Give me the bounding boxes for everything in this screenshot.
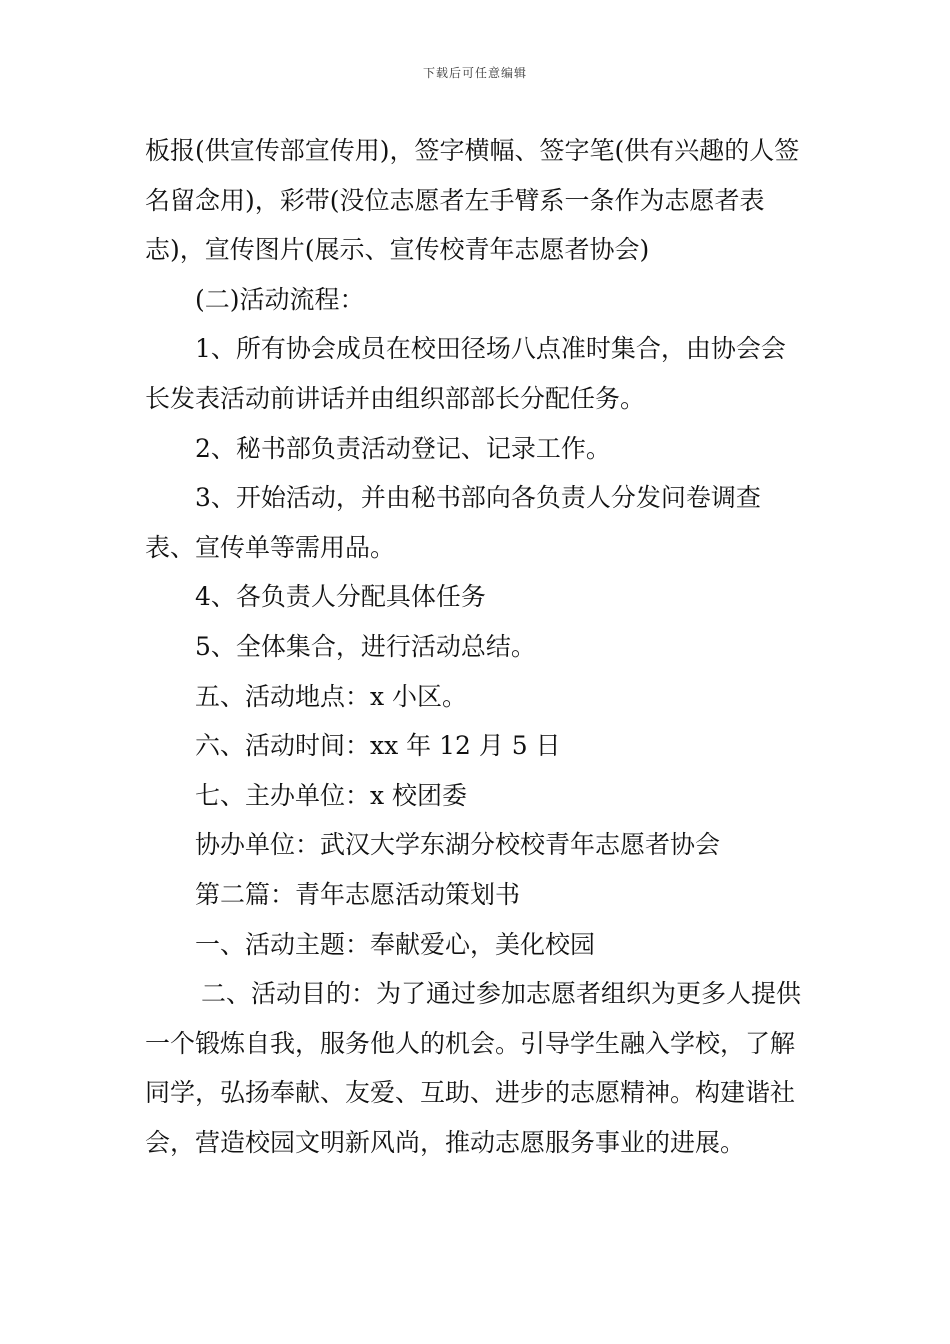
paragraph-section-title: 第二篇：青年志愿活动策划书: [195, 879, 521, 909]
paragraph-time: 六、活动时间：xx 年 12 月 5 日: [195, 731, 561, 761]
paragraph-process-heading: (二)活动流程：: [195, 284, 365, 314]
paragraph-step-3: 3、开始活动，并由秘书部向各负责人分发问卷调查表、宣传单等需用品。: [145, 483, 761, 562]
document-body: [145, 126, 810, 1167]
paragraph-step-5: 5、全体集合，进行活动总结。: [195, 631, 536, 661]
paragraph-step-1: 1、所有协会成员在校田径场八点准时集合，由协会会长发表活动前讲话并由组织部部长分配任务。: [145, 334, 786, 413]
paragraph-step-4: 4、各负责人分配具体任务: [195, 582, 486, 612]
paragraph-purpose: 二、活动目的：为了通过参加志愿者组织为更多人提供一个锻炼自我，服务他人的机会。引导学生融入学校，了解同学，弘扬奉献、友爱、互助、进步的志愿精神。构建谐社会，营造校园文明新风尚，推动志愿服务事业的进展。: [145, 979, 802, 1157]
paragraph-location: 五、活动地点：x 小区。: [195, 681, 468, 711]
paragraph-materials: 板报(供宣传部宣传用)，签字横幅、签字笔(供有兴趣的人签名留念用)，彩带(没位志愿者左手臂系一条作为志愿者表志)，宣传图片(展示、宣传校青年志愿者协会): [145, 136, 800, 265]
paragraph-step-2: 2、秘书部负责活动登记、记录工作。: [195, 433, 611, 463]
page-header: 下载后可任意编辑: [422, 66, 527, 80]
paragraph-co-organizer: 协办单位：武汉大学东湖分校校青年志愿者协会: [195, 830, 721, 860]
paragraph-organizer: 七、主办单位：x 校团委: [195, 780, 468, 810]
paragraph-theme: 一、活动主题：奉献爱心，美化校园: [195, 929, 596, 959]
